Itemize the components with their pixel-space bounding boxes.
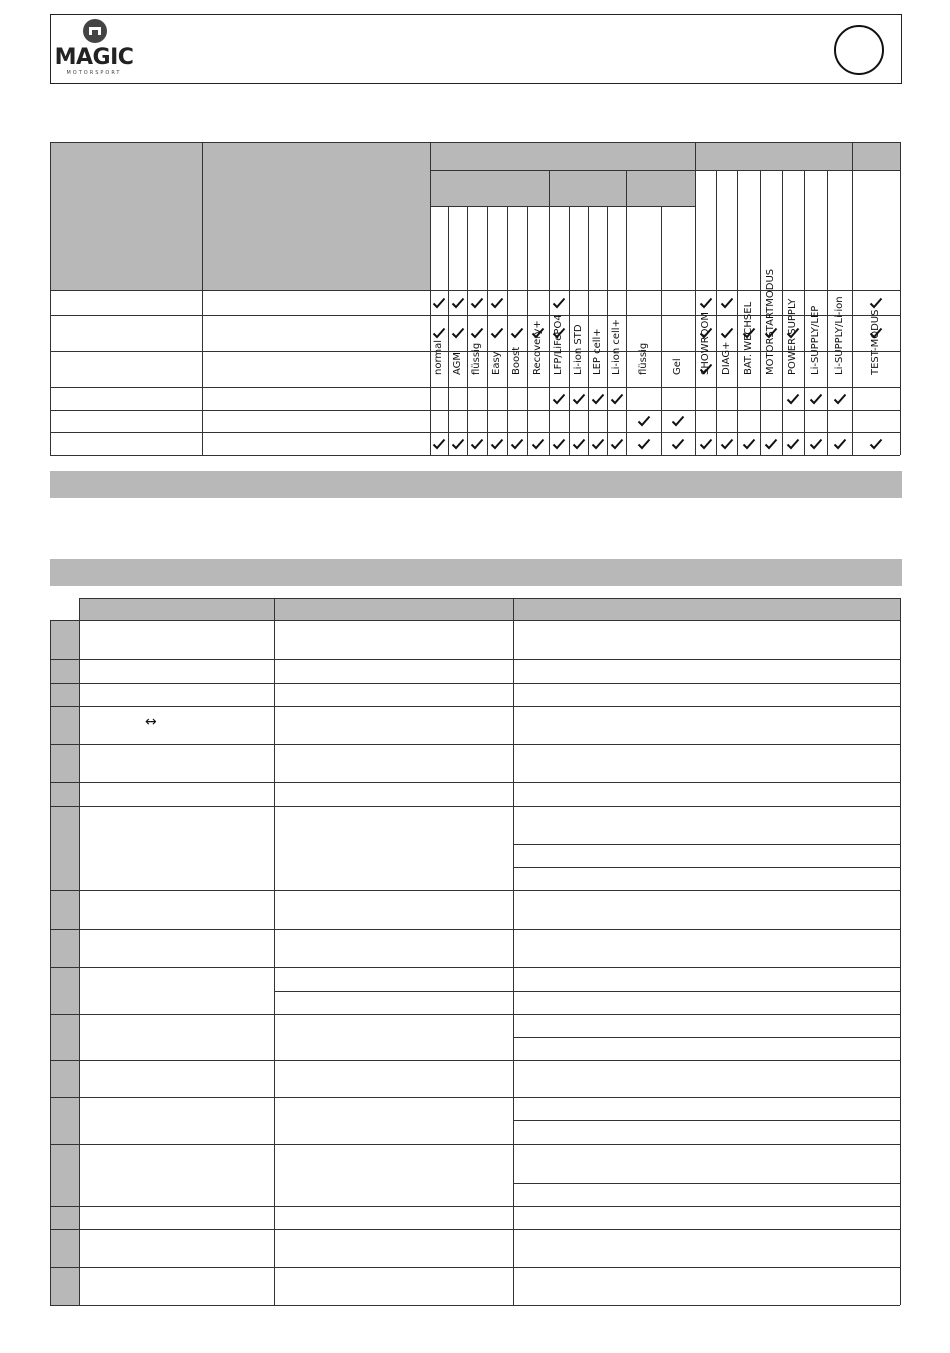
checkmark-icon [764,437,780,453]
checkmark-icon [432,437,448,453]
row-rule [50,387,900,388]
checkmark-icon [572,437,588,453]
column-header-label: BAT. WECHSEL [742,301,754,375]
checkmark-icon [869,326,885,342]
column-header-label: Recovery+ [532,320,543,375]
section-bar-1 [50,471,902,498]
column-rule [607,206,608,455]
column-label-band [430,206,695,290]
row-rule [50,744,900,745]
checkmark-icon [552,326,568,342]
column-rule [760,170,761,455]
checkmark-icon [510,326,526,342]
checkmark-icon [869,437,885,453]
table-border [50,620,51,1305]
row-rule [50,1206,900,1207]
checkmark-icon [432,296,448,312]
header-rule [549,170,550,206]
column-header-label: Gel [672,358,683,375]
column-header-label: Easy [491,351,502,375]
table-border [79,598,80,1305]
checkmark-icon [531,437,547,453]
checkmark-icon [833,392,849,408]
checkmark-icon [451,326,467,342]
column-header [810,287,824,387]
column-rule [900,170,901,455]
double-arrow-icon: ↔ [145,714,157,730]
checkmark-icon [699,362,715,378]
page-header [50,14,902,84]
row-rule [50,1305,900,1306]
checkmark-icon [671,414,687,430]
checkmark-icon [699,296,715,312]
row-rule [50,1229,900,1230]
column-header-label: Boost [511,346,522,375]
column-header [592,287,606,387]
column-header-label: flüssig [471,342,482,375]
checkmark-icon [869,296,885,312]
column-header-label: MOTORSTARTMODUS [765,268,776,375]
row-rule [50,1144,900,1145]
row-rule [50,1060,900,1061]
row-rule [50,782,900,783]
checkmark-icon [591,392,607,408]
column-rule [782,170,783,455]
row-rule [50,683,900,684]
column-rule [737,170,738,455]
column-header-label: Li-ion STD [572,324,584,375]
checkmark-icon [552,296,568,312]
table-border [900,598,901,1305]
page-marker-circle [834,25,884,75]
row-index-column [50,620,79,1305]
column-rule [549,206,550,455]
checkmark-icon [809,437,825,453]
checkmark-icon [470,326,486,342]
column-rule [274,598,275,1305]
sub-row-rule [513,1120,900,1121]
column-header-label: AGM [451,351,463,375]
row-rule [50,432,900,433]
column-rule [507,206,508,455]
column-header-label: LFP/LiFePO4 [553,314,564,375]
row-rule [50,1097,900,1098]
column-header-label: Li-ion cell+ [610,319,622,375]
column-header [672,287,686,387]
header-rule [626,170,627,206]
column-header-label: Li-SUPPLY/LEP [809,305,821,375]
column-header-label: SHOWROOM [699,312,711,375]
checkmark-icon [637,437,653,453]
sub-row-rule [513,1037,900,1038]
sub-row-rule [274,991,900,992]
column-rule [716,170,717,455]
logo-tagline: MOTORSPORT [66,70,122,76]
column-header-label: LEP cell+ [591,328,603,375]
checkmark-icon [671,437,687,453]
row-rule [50,1014,900,1015]
row-rule [50,455,900,456]
sub-row-rule [513,1183,900,1184]
row-rule [50,659,900,660]
column-header-label: Li-SUPPLY/Li-ion [833,296,845,375]
checkmark-icon [809,392,825,408]
checkmark-icon [699,326,715,342]
column-header [611,287,625,387]
column-rule [852,170,853,455]
row-rule [50,929,900,930]
checkmark-icon [510,437,526,453]
checkmark-icon [764,326,780,342]
checkmark-icon [490,326,506,342]
row-rule [50,620,900,621]
checkmark-icon [451,437,467,453]
checkmark-icon [720,437,736,453]
column-label-band [695,170,900,290]
checkmark-icon [552,437,568,453]
checkmark-icon [720,326,736,342]
column-rule [827,170,828,455]
column-header [834,287,848,387]
column-rule [804,170,805,455]
checkmark-icon [786,437,802,453]
checkmark-icon [699,437,715,453]
column-header-label: flüssig [637,342,649,375]
logo-wordmark: MAGIC [54,45,134,70]
checkmark-icon [552,392,568,408]
row-rule [50,410,900,411]
checkmark-icon [610,392,626,408]
checkmark-icon [490,437,506,453]
checkmark-icon [572,392,588,408]
row-rule [50,1267,900,1268]
column-header-label: TEST-MODUS [870,309,881,375]
checkmark-icon [742,437,758,453]
column-rule [513,598,514,1305]
checkmark-icon [786,392,802,408]
column-header-label: DIAG+ [720,341,732,375]
column-header [573,287,587,387]
header-rule [430,170,900,171]
column-header [638,287,652,387]
column-rule [448,206,449,455]
checkmark-icon [742,326,758,342]
magic-logo [54,18,134,82]
row-rule [50,806,900,807]
logo-emblem-icon [83,19,107,43]
checkmark-icon [490,296,506,312]
checkmark-icon [432,326,448,342]
column-rule [527,206,528,455]
column-rule [202,142,203,455]
checkmark-icon [531,326,547,342]
sub-row-rule [513,844,900,845]
column-rule [467,206,468,455]
checkmark-icon [591,437,607,453]
table-border [50,142,900,143]
checkmark-icon [833,437,849,453]
section-bar-2 [50,559,902,586]
column-rule [569,206,570,455]
column-rule [430,142,431,455]
column-rule [626,206,627,455]
table-border [79,598,900,599]
checkmark-icon [720,296,736,312]
sub-row-rule [513,867,900,868]
header-rule [430,206,695,207]
table-border [50,142,51,455]
checkmark-icon [451,296,467,312]
checkmark-icon [610,437,626,453]
column-header-label: POWER SUPPLY [787,298,798,375]
table-header-bg [79,598,900,620]
checkmark-icon [786,326,802,342]
column-header-label: normal [433,339,444,375]
column-rule [588,206,589,455]
row-rule [50,890,900,891]
column-rule [487,206,488,455]
checkmark-icon [470,296,486,312]
checkmark-icon [637,414,653,430]
row-rule [50,706,900,707]
checkmark-icon [470,437,486,453]
column-rule [695,170,696,455]
row-rule [50,967,900,968]
column-rule [661,206,662,455]
